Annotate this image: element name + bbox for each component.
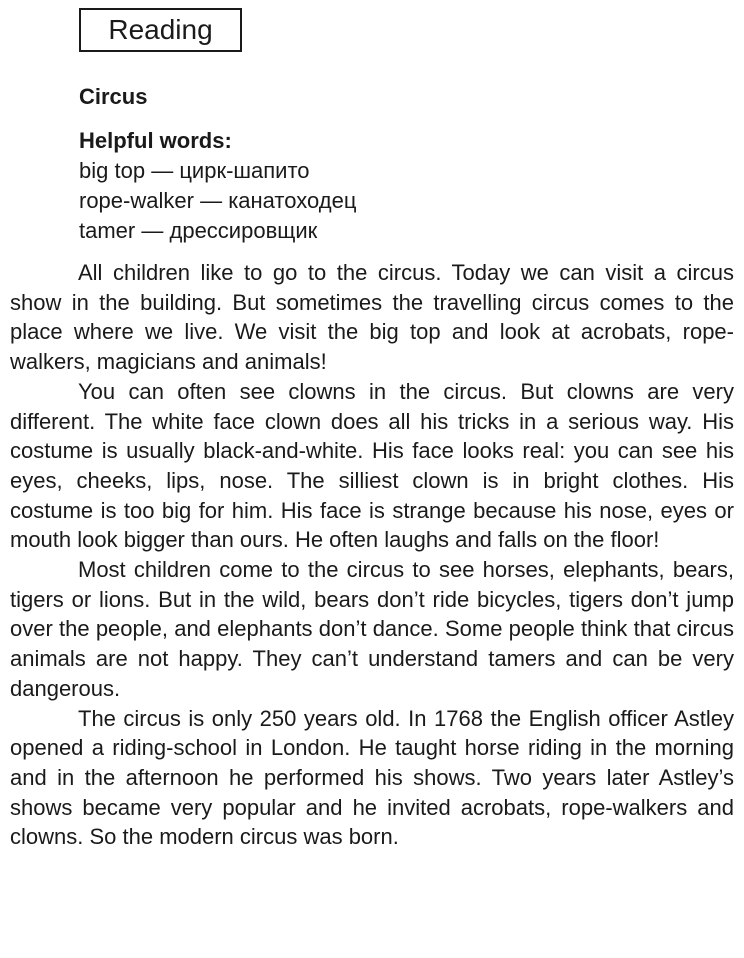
section-label-box xyxy=(79,8,242,52)
helpful-word-dash: — xyxy=(200,188,223,213)
helpful-word-translation: канатоходец xyxy=(228,188,357,213)
helpful-word-item xyxy=(79,156,356,186)
helpful-words-heading: Helpful words: xyxy=(79,128,232,153)
helpful-word: big top xyxy=(79,158,146,183)
helpful-word-item xyxy=(79,216,356,246)
section-label: Reading xyxy=(108,14,213,45)
helpful-word-translation: цирк-шапито xyxy=(179,158,310,183)
reading-title: Circus xyxy=(79,84,148,109)
paragraph: You can often see clowns in the circus. But clowns are very different. The white face clown does all his tricks in a serious way. His costume is usually black-and-white. His face looks real: you can see his eyes, cheeks, lips, nose. The silliest clown is in bright clothes. His costume is too big for him. His face is strange because his nose, eyes or mouth look bigger than ours. He often laughs and falls on the floor! xyxy=(10,378,734,553)
paragraph: Most children come to the circus to see horses, elephants, bears, tigers or lions. But in the wild, bears don’t ride bicycles, tigers don’t jump over the people, and elephants don’t dance. Some people think that circus animals are not happy. They can’t understand tamers and can be very dangerous. xyxy=(10,557,734,701)
helpful-word-item xyxy=(79,186,356,216)
helpful-word-dash: — xyxy=(151,158,174,183)
helpful-words-block xyxy=(79,126,356,246)
helpful-word-translation: дрессировщик xyxy=(169,218,318,243)
paragraph: The circus is only 250 years old. In 1768 the English officer Astley opened a riding-school in London. He taught horse riding in the morning and in the afternoon he performed his shows. Two years later Astley’s shows became very popular and he invited acrobats, rope-walkers and clowns. So the modern circus was born. xyxy=(10,705,734,850)
helpful-word-dash: — xyxy=(141,218,164,243)
reading-text xyxy=(10,258,734,852)
helpful-word: tamer xyxy=(79,218,136,243)
paragraph: All children like to go to the circus. Today we can visit a circus show in the building. But sometimes the travelling circus comes to the place where we live. We visit the big top and look at acrobats, rope-walkers, magicians and animals! xyxy=(10,260,734,375)
helpful-word: rope-walker xyxy=(79,188,194,213)
